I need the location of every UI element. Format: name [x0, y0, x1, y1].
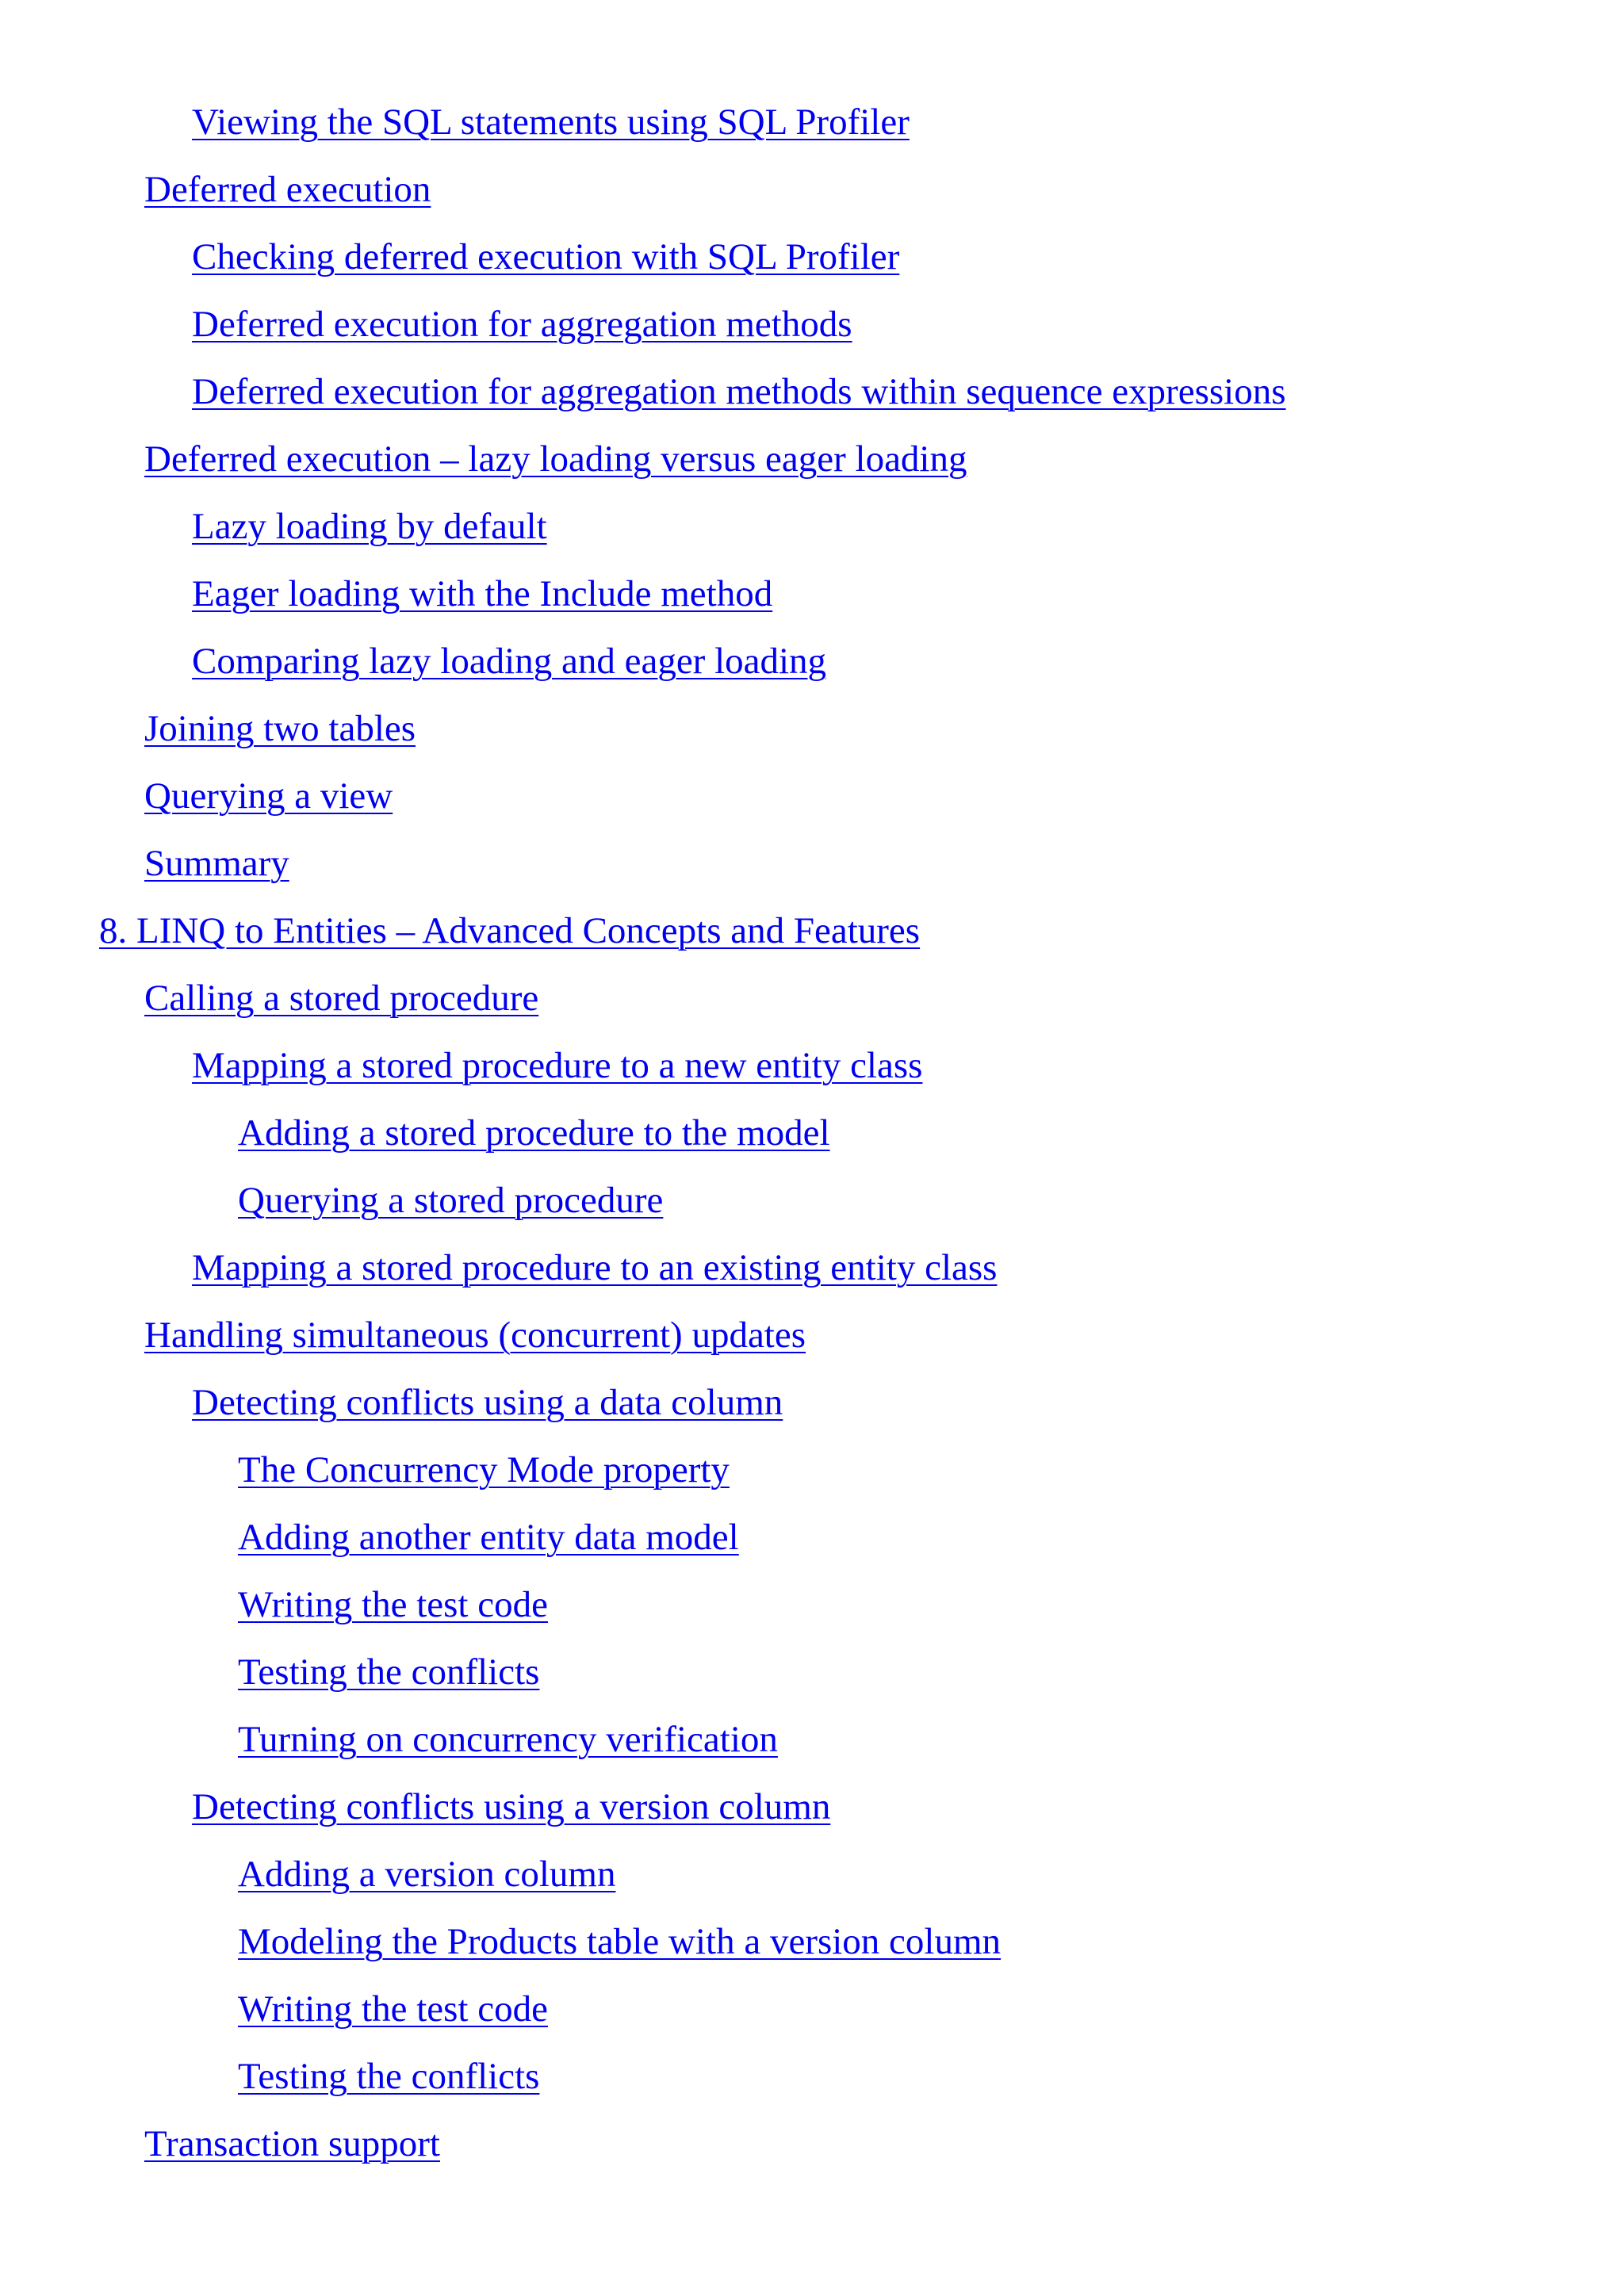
toc-chapter-link[interactable]: 8. LINQ to Entities – Advanced Concepts and Features — [99, 910, 921, 951]
toc-link[interactable]: Querying a view — [144, 775, 393, 817]
toc-item — [0, 493, 1624, 561]
toc-link[interactable]: Lazy loading by default — [192, 506, 547, 547]
toc-item — [0, 1639, 1624, 1706]
toc-item — [0, 1976, 1624, 2043]
toc-link[interactable]: The Concurrency Mode property — [238, 1449, 730, 1490]
toc-link[interactable]: Modeling the Products table with a version column — [238, 1921, 1002, 1962]
toc-item — [0, 1302, 1624, 1369]
toc-item — [0, 1369, 1624, 1437]
toc-link[interactable]: Writing the test code — [238, 1988, 548, 2030]
toc-item — [0, 1167, 1624, 1234]
toc-link[interactable]: Mapping a stored procedure to an existing entity class — [192, 1247, 998, 1288]
toc-item — [0, 1774, 1624, 1841]
toc-link[interactable]: Detecting conflicts using a data column — [192, 1382, 783, 1423]
toc-item — [0, 763, 1624, 830]
toc-item — [0, 1032, 1624, 1100]
toc-link[interactable]: Summary — [144, 843, 289, 884]
toc-link[interactable]: Checking deferred execution with SQL Profiler — [192, 236, 900, 277]
toc-link[interactable]: Adding a stored procedure to the model — [238, 1112, 830, 1154]
toc-item — [0, 830, 1624, 897]
toc-link[interactable]: Querying a stored procedure — [238, 1180, 664, 1221]
toc-item — [0, 1908, 1624, 1976]
toc-item — [0, 358, 1624, 426]
toc-item — [0, 224, 1624, 291]
toc-chapter-item — [0, 897, 1624, 965]
toc-link[interactable]: Viewing the SQL statements using SQL Profiler — [192, 101, 910, 143]
toc-item — [0, 2043, 1624, 2110]
toc-link[interactable]: Comparing lazy loading and eager loading — [192, 641, 827, 682]
toc-link[interactable]: Writing the test code — [238, 1584, 548, 1625]
toc-item — [0, 426, 1624, 493]
toc-item — [0, 291, 1624, 358]
toc-link[interactable]: Transaction support — [144, 2123, 440, 2164]
toc-link[interactable]: Deferred execution – lazy loading versus eager loading — [144, 438, 967, 480]
toc-item — [0, 156, 1624, 224]
toc-item — [0, 628, 1624, 695]
toc-link[interactable]: Deferred execution for aggregation methods within sequence expressions — [192, 371, 1286, 412]
toc-link[interactable]: Joining two tables — [144, 708, 416, 749]
toc-link[interactable]: Adding another entity data model — [238, 1517, 739, 1558]
toc-link[interactable]: Testing the conflicts — [238, 1651, 540, 1693]
toc-link[interactable]: Deferred execution for aggregation methods — [192, 304, 852, 345]
toc-link[interactable]: Deferred execution — [144, 169, 431, 210]
toc-item — [0, 1841, 1624, 1908]
toc-item — [0, 1706, 1624, 1774]
toc-link[interactable]: Handling simultaneous (concurrent) updates — [144, 1314, 806, 1356]
toc-link[interactable]: Turning on concurrency verification — [238, 1719, 778, 1760]
toc-item — [0, 561, 1624, 628]
toc-item — [0, 1437, 1624, 1504]
toc-item — [0, 1571, 1624, 1639]
toc-link[interactable]: Testing the conflicts — [238, 2056, 540, 2097]
toc-item — [0, 1100, 1624, 1167]
toc-link[interactable]: Mapping a stored procedure to a new entity class — [192, 1045, 923, 1086]
toc-item — [0, 695, 1624, 763]
toc-item — [0, 965, 1624, 1032]
toc-link[interactable]: Calling a stored procedure — [144, 978, 539, 1019]
toc-item — [0, 1234, 1624, 1302]
toc-item — [0, 2110, 1624, 2178]
toc-link[interactable]: Detecting conflicts using a version column — [192, 1786, 831, 1827]
toc-item — [0, 1504, 1624, 1571]
toc-item — [0, 89, 1624, 156]
toc-link[interactable]: Adding a version column — [238, 1854, 616, 1895]
table-of-contents — [0, 89, 1624, 2178]
toc-link[interactable]: Eager loading with the Include method — [192, 573, 773, 614]
